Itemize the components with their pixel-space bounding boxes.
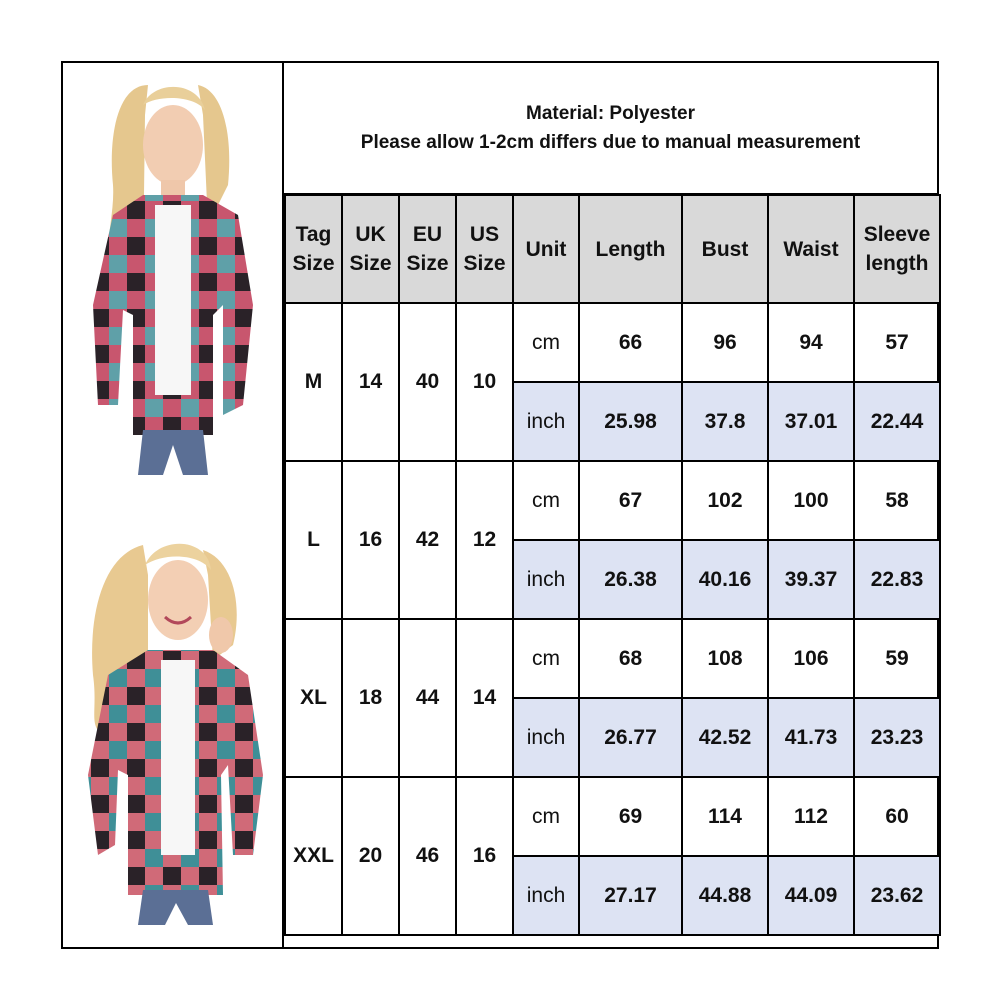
waist-cell: 106 (768, 619, 854, 698)
column-header-waist (768, 195, 854, 303)
column-header-text: Length (595, 237, 666, 261)
column-header-text: Bust (701, 237, 749, 261)
length-cell: 26.38 (579, 540, 682, 619)
column-header-length (579, 195, 682, 303)
measurement-note: Please allow 1-2cm differs due to manual measurement (360, 132, 861, 153)
us-size-cell: 10 (456, 303, 513, 461)
bust-cell: 108 (682, 619, 768, 698)
bust-cell: 42.52 (682, 698, 768, 777)
uk-size-cell: 16 (342, 461, 399, 619)
column-header-uk-size (342, 195, 399, 303)
bust-cell: 96 (682, 303, 768, 382)
column-header-eu-size (399, 195, 456, 303)
table-header-row (285, 195, 940, 303)
unit-cell: inch (513, 382, 579, 461)
tag-size-cell: L (285, 461, 342, 619)
column-header-text: UK (355, 223, 386, 246)
column-header-text: Unit (525, 237, 567, 261)
column-header-text: Size (406, 252, 449, 275)
length-cell: 67 (579, 461, 682, 540)
column-header-text: Waist (783, 237, 839, 261)
unit-cell: cm (513, 461, 579, 540)
sleeve-cell: 58 (854, 461, 940, 540)
waist-cell: 37.01 (768, 382, 854, 461)
table-row-l-cm (285, 461, 940, 540)
length-cell: 26.77 (579, 698, 682, 777)
us-size-cell: 14 (456, 619, 513, 777)
tag-size-cell: XL (285, 619, 342, 777)
waist-cell: 41.73 (768, 698, 854, 777)
sleeve-cell: 22.83 (854, 540, 940, 619)
column-header-text: Size (463, 252, 506, 275)
us-size-cell: 16 (456, 777, 513, 935)
us-size-cell: 12 (456, 461, 513, 619)
eu-size-cell: 44 (399, 619, 456, 777)
tag-size-cell: XXL (285, 777, 342, 935)
column-header-text: Size (349, 252, 392, 275)
length-cell: 25.98 (579, 382, 682, 461)
length-cell: 68 (579, 619, 682, 698)
unit-cell: cm (513, 303, 579, 382)
sleeve-cell: 59 (854, 619, 940, 698)
column-header-text: EU (412, 223, 443, 246)
waist-cell: 44.09 (768, 856, 854, 935)
column-header-text: US (469, 223, 500, 246)
unit-cell: inch (513, 540, 579, 619)
unit-cell: cm (513, 777, 579, 856)
chart-header (284, 63, 937, 195)
material-text: Material: Polyester (526, 103, 695, 124)
eu-size-cell: 42 (399, 461, 456, 619)
bust-cell: 37.8 (682, 382, 768, 461)
column-header-unit (513, 195, 579, 303)
uk-size-cell: 14 (342, 303, 399, 461)
eu-size-cell: 46 (399, 777, 456, 935)
column-header-us-size (456, 195, 513, 303)
waist-cell: 94 (768, 303, 854, 382)
table-row-xxl-cm (285, 777, 940, 856)
table-row-xl-cm (285, 619, 940, 698)
length-cell: 66 (579, 303, 682, 382)
uk-size-cell: 18 (342, 619, 399, 777)
bust-cell: 44.88 (682, 856, 768, 935)
column-header-text: Tag (295, 223, 332, 246)
uk-size-cell: 20 (342, 777, 399, 935)
unit-cell: inch (513, 698, 579, 777)
model-photo-2 (73, 525, 273, 925)
sleeve-cell: 57 (854, 303, 940, 382)
bust-cell: 40.16 (682, 540, 768, 619)
column-header-text: Sleeve (863, 223, 931, 246)
sleeve-cell: 60 (854, 777, 940, 856)
column-header-text: Size (292, 252, 335, 275)
tag-size-cell: M (285, 303, 342, 461)
bust-cell: 114 (682, 777, 768, 856)
model-photo-1 (73, 75, 273, 475)
bust-cell: 102 (682, 461, 768, 540)
column-header-bust (682, 195, 768, 303)
table-row-m-cm (285, 303, 940, 382)
length-cell: 27.17 (579, 856, 682, 935)
waist-cell: 39.37 (768, 540, 854, 619)
length-cell: 69 (579, 777, 682, 856)
unit-cell: cm (513, 619, 579, 698)
sleeve-cell: 23.62 (854, 856, 940, 935)
sleeve-cell: 23.23 (854, 698, 940, 777)
column-header-sleeve-length (854, 195, 940, 303)
column-header-text: length (865, 252, 929, 275)
size-table (284, 194, 941, 936)
waist-cell: 112 (768, 777, 854, 856)
eu-size-cell: 40 (399, 303, 456, 461)
unit-cell: inch (513, 856, 579, 935)
column-header-tag-size (285, 195, 342, 303)
sleeve-cell: 22.44 (854, 382, 940, 461)
photo-column (61, 61, 284, 949)
waist-cell: 100 (768, 461, 854, 540)
